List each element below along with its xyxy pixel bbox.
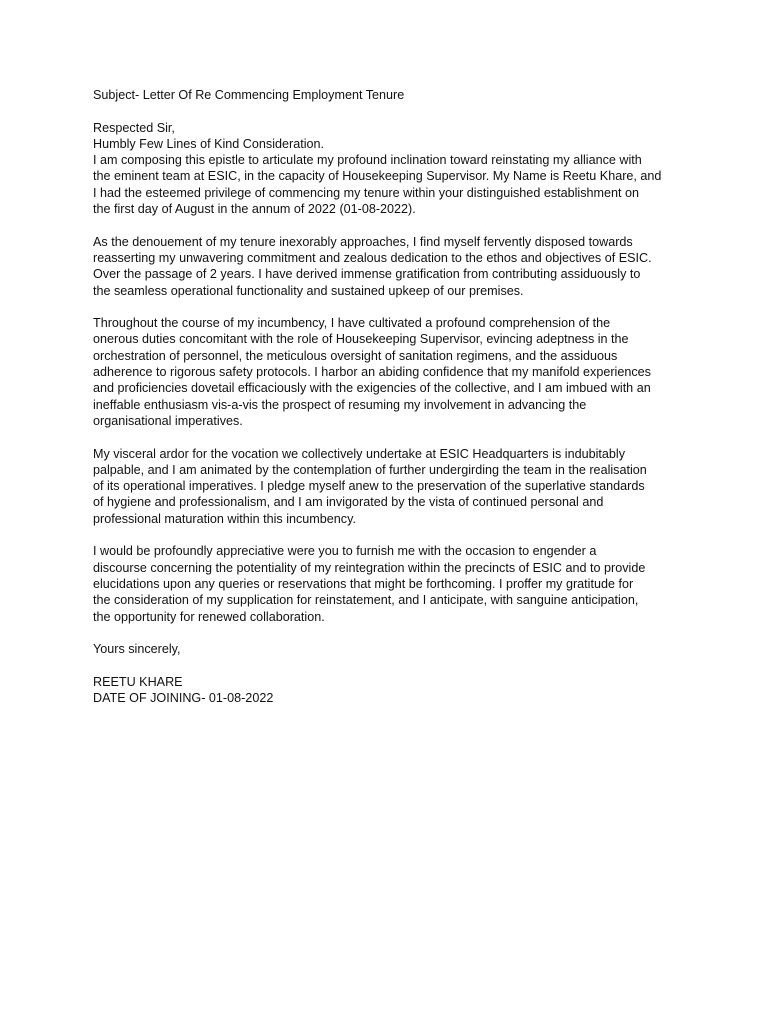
closing-block xyxy=(93,641,679,657)
paragraph-4 xyxy=(93,446,679,527)
signature-name: REETU KHARE xyxy=(93,674,183,689)
paragraph-2-line-1: As the denouement of my tenure inexorably approaches, I find myself fervently disposed towards xyxy=(93,234,633,249)
paragraph-4-line-3: of its operational imperatives. I pledge myself anew to the preservation of the superlative standards xyxy=(93,479,645,494)
paragraph-1-line-3: I had the esteemed privilege of commencing my tenure within your distinguished establishment on xyxy=(93,185,640,200)
subject-block xyxy=(93,87,679,103)
paragraph-3-line-7: organisational imperatives. xyxy=(93,413,243,428)
intro-line: Humbly Few Lines of Kind Consideration. xyxy=(93,136,324,151)
paragraph-4-line-5: professional maturation within this incumbency. xyxy=(93,511,356,526)
paragraph-4-line-1: My visceral ardor for the vocation we collectively undertake at ESIC Headquarters is indubitably xyxy=(93,446,625,461)
paragraph-1-line-2: the eminent team at ESIC, in the capacity of Housekeeping Supervisor. My Name is Reetu Khare, and xyxy=(93,169,662,184)
paragraph-1-line-4: the first day of August in the annum of 2022 (01-08-2022). xyxy=(93,202,416,217)
date-of-joining: DATE OF JOINING- 01-08-2022 xyxy=(93,690,274,705)
paragraph-5-line-1: I would be profoundly appreciative were you to furnish me with the occasion to engender a xyxy=(93,544,597,559)
paragraph-4-line-2: palpable, and I am animated by the contemplation of further undergirding the team in the realisation xyxy=(93,462,647,477)
paragraph-2-line-3: Over the passage of 2 years. I have derived immense gratification from contributing assiduously to xyxy=(93,267,641,282)
paragraph-5-line-5: the opportunity for renewed collaboration. xyxy=(93,609,325,624)
paragraph-5-line-4: the consideration of my supplication for reinstatement, and I anticipate, with sanguine anticipation, xyxy=(93,593,639,608)
paragraph-1-line-1: I am composing this epistle to articulate my profound inclination toward reinstating my alliance with xyxy=(93,153,642,168)
paragraph-3-line-6: ineffable enthusiasm vis-a-vis the prospect of resuming my involvement in advancing the xyxy=(93,397,587,412)
subject-line: Subject- Letter Of Re Commencing Employment Tenure xyxy=(93,88,405,102)
paragraph-5 xyxy=(93,543,679,624)
paragraph-5-line-2: discourse concerning the potentiality of my reintegration within the precincts of ESIC and to provide xyxy=(93,560,646,575)
paragraph-5-line-3: elucidations upon any queries or reservations that might be forthcoming. I proffer my gratitude for xyxy=(93,576,634,591)
paragraph-4-line-4: of hygiene and professionalism, and I am invigorated by the vista of continued personal and xyxy=(93,495,604,510)
paragraph-3-line-5: and proficiencies dovetail efficaciously with the exigencies of the collective, and I am imbued with an xyxy=(93,381,651,396)
letter-body xyxy=(93,87,679,723)
paragraph-2-line-4: the seamless operational functionality and sustained upkeep of our premises. xyxy=(93,283,524,298)
paragraph-2-line-2: reasserting my unwavering commitment and zealous dedication to the ethos and objectives of ESIC. xyxy=(93,250,652,265)
closing-line: Yours sincerely, xyxy=(93,642,181,657)
salutation: Respected Sir, xyxy=(93,120,175,135)
paragraph-3-line-1: Throughout the course of my incumbency, I have cultivated a profound comprehension of the xyxy=(93,316,611,331)
signature-block xyxy=(93,674,679,707)
paragraph-3 xyxy=(93,315,679,429)
paragraph-3-line-2: onerous duties concomitant with the role of Housekeeping Supervisor, evincing adeptness in the xyxy=(93,332,629,347)
opening-block xyxy=(93,120,679,218)
paragraph-2 xyxy=(93,234,679,299)
paragraph-3-line-3: orchestration of personnel, the meticulous oversight of sanitation regimens, and the assiduous xyxy=(93,348,618,363)
paragraph-3-line-4: adherence to rigorous safety protocols. I harbor an abiding confidence that my manifold experiences xyxy=(93,365,651,380)
